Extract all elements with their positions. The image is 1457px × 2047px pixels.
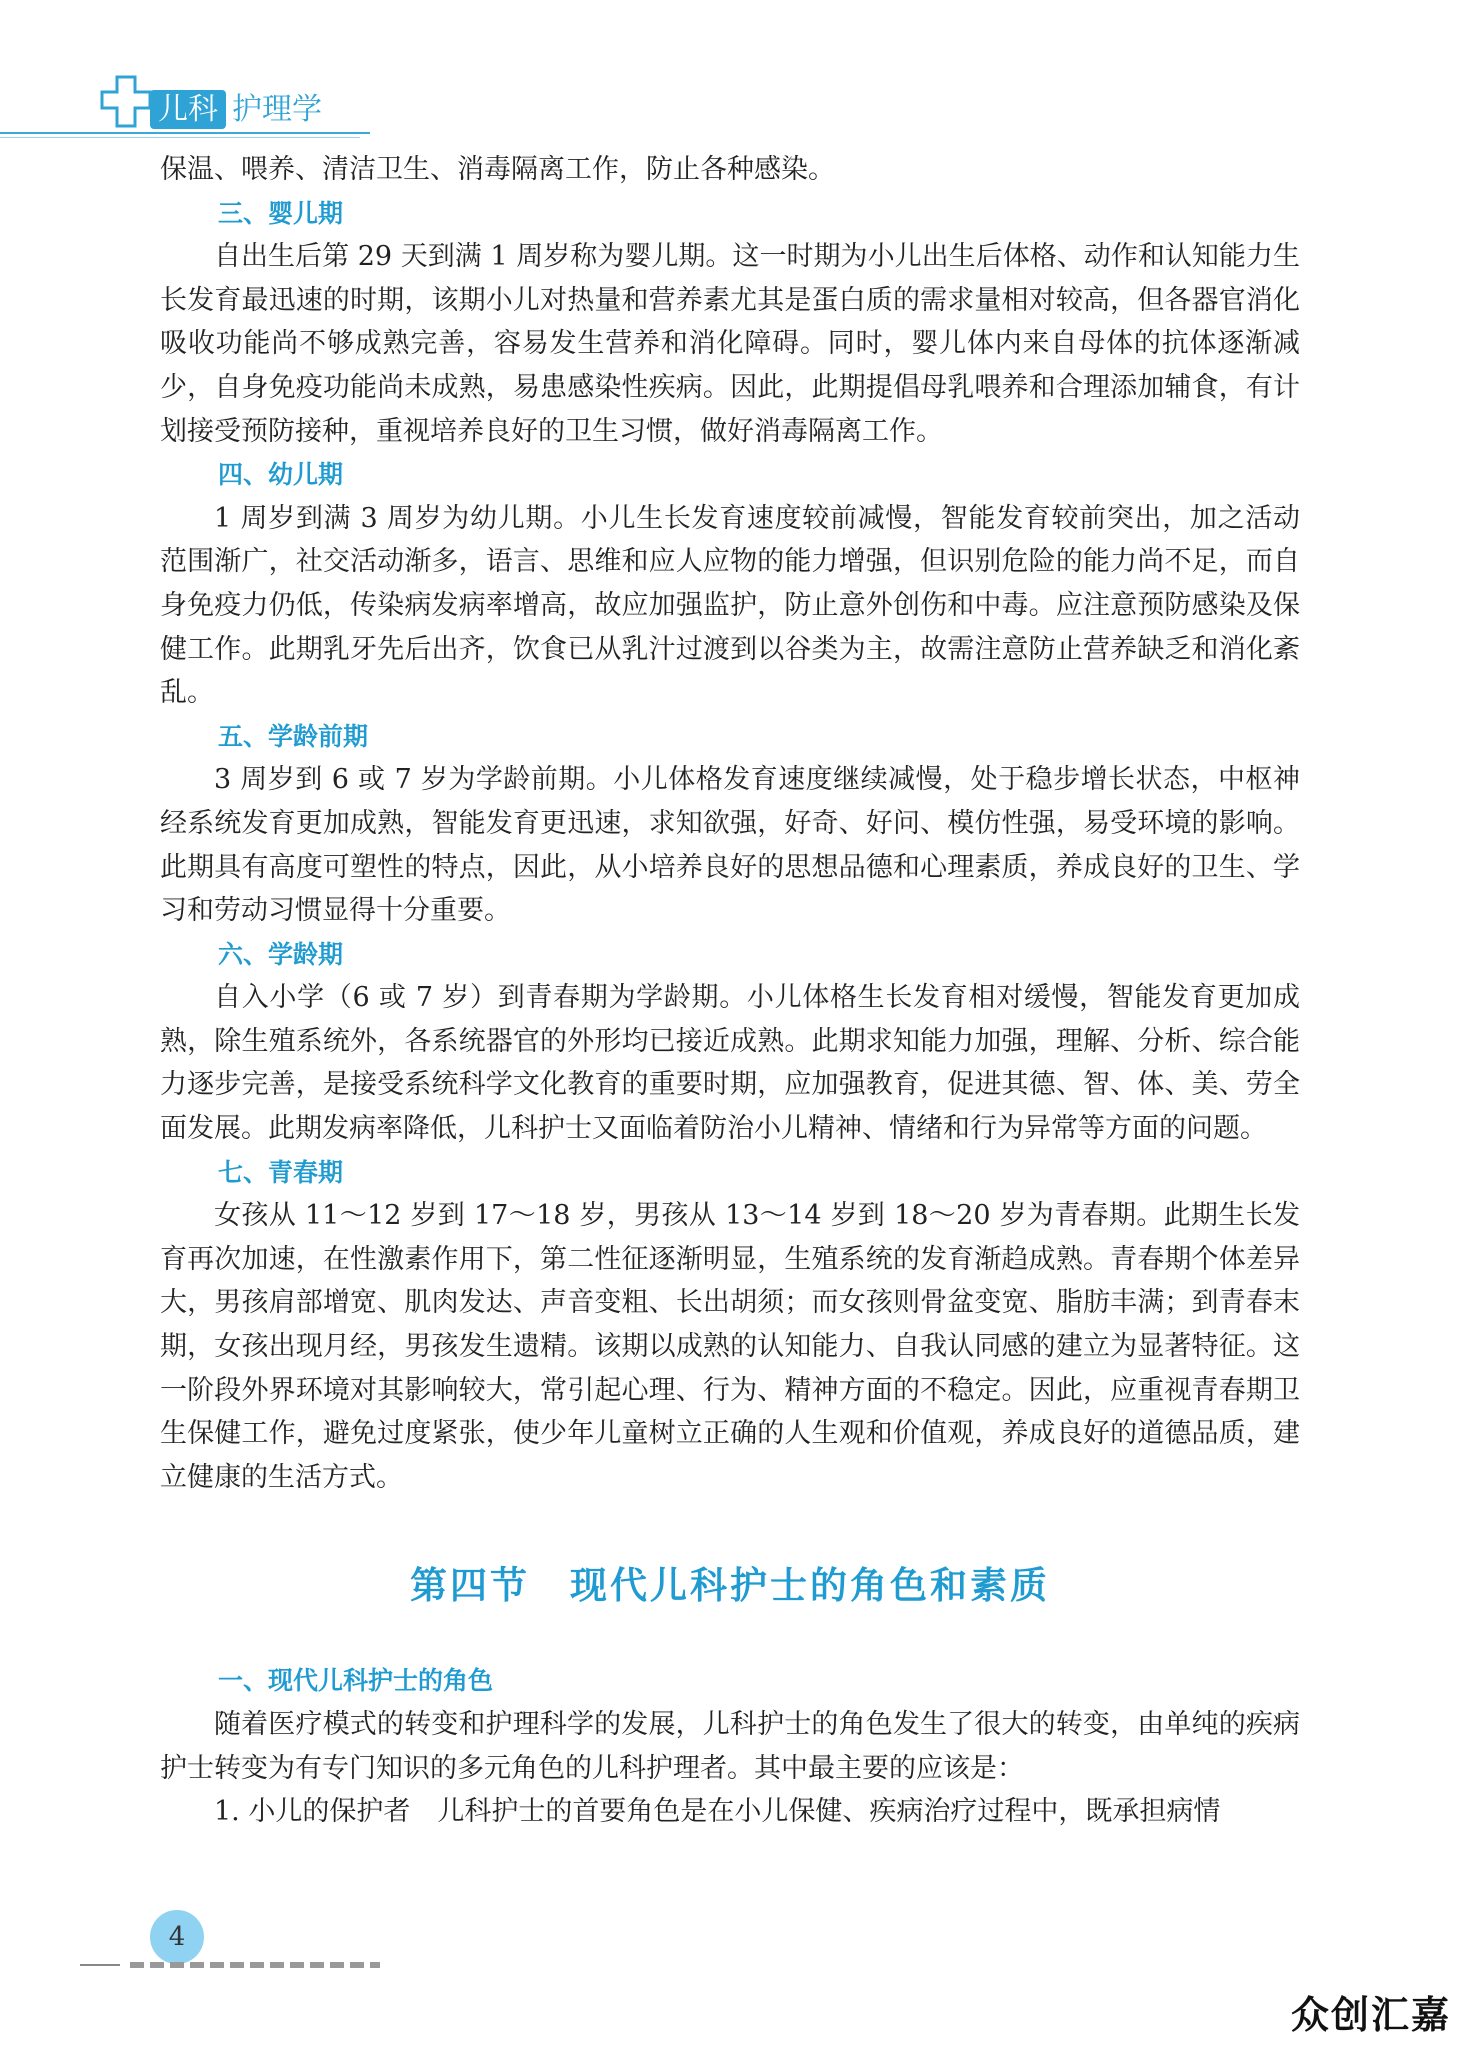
- header-divider-thin: [0, 137, 360, 138]
- section-heading-adolescence: 七、青春期: [218, 1157, 344, 1187]
- page-header: [0, 62, 1457, 142]
- paragraph: 1. 小儿的保护者 儿科护士的首要角色是在小儿保健、疾病治疗过程中，既承担病情: [214, 1796, 1221, 1828]
- intro-tail-text: 保温、喂养、清洁卫生、消毒隔离工作，防止各种感染。: [160, 154, 835, 185]
- watermark-text: 众创汇嘉: [1290, 1993, 1451, 2037]
- section-heading-preschool: 五、学龄前期: [218, 721, 369, 751]
- page-content: [160, 148, 1300, 1834]
- section-heading-infancy: 三、婴儿期: [218, 198, 344, 228]
- book-title-part1: 儿科: [150, 90, 226, 129]
- page-number: 4: [150, 1910, 204, 1964]
- paragraph: 1 周岁到满 3 周岁为幼儿期。小儿生长发育速度较前减慢，智能发育较前突出，加之活动范围渐广，社交活动渐多，语言、思维和应人应物的能力增强，但识别危险的能力尚不足，而自身免疫力仍低，传染病发病率增高，故应加强监护，防止意外创伤和中毒。应注意预防感染及保健工作。此期乳牙先后出齐，饮食已从乳汁过渡到以谷类为主，故需注意防止营养缺乏和消化紊乱。: [160, 502, 1300, 709]
- book-title: [150, 84, 322, 128]
- footer-dash-decoration: [80, 1960, 400, 1970]
- book-title-part2: 护理学: [232, 92, 322, 127]
- paragraph: 自出生后第 29 天到满 1 周岁称为婴儿期。这一时期为小儿出生后体格、动作和认知能力生长发育最迅速的时期，该期小儿对热量和营养素尤其是蛋白质的需求量相对较高，但各器官消化吸收功能尚不够成熟完善，容易发生营养和消化障碍。同时，婴儿体内来自母体的抗体逐渐减少，自身免疫功能尚未成熟，易患感染性疾病。因此，此期提倡母乳喂养和合理添加辅食，有计划接受预防接种，重视培养良好的卫生习惯，做好消毒隔离工作。: [160, 241, 1300, 447]
- paragraph: 自入小学（6 或 7 岁）到青春期为学龄期。小儿体格生长发育相对缓慢，智能发育更加成熟，除生殖系统外，各系统器官的外形均已接近成熟。此期求知能力加强，理解、分析、综合能力逐步完善，是接受系统科学文化教育的重要时期，应加强教育，促进其德、智、体、美、劳全面发展。此期发病率降低，儿科护士又面临着防治小儿精神、情绪和行为异常等方面的问题。: [160, 982, 1300, 1145]
- section-heading-school-age: 六、学龄期: [218, 939, 344, 969]
- header-divider: [0, 132, 370, 134]
- page-footer: [80, 1900, 400, 1980]
- paragraph: 3 周岁到 6 或 7 岁为学龄前期。小儿体格发育速度继续减慢，处于稳步增长状态，中枢神经系统发育更加成熟，智能发育更迅速，求知欲强，好奇、好问、模仿性强，易受环境的影响。此期具有高度可塑性的特点，因此，从小培养良好的思想品德和心理素质，养成良好的卫生、学习和劳动习惯显得十分重要。: [160, 764, 1300, 927]
- paragraph: 随着医疗模式的转变和护理科学的发展，儿科护士的角色发生了很大的转变，由单纯的疾病护士转变为有专门知识的多元角色的儿科护理者。其中最主要的应该是：: [160, 1709, 1300, 1784]
- section-heading-toddler: 四、幼儿期: [218, 460, 344, 490]
- section-title: 第四节 现代儿科护士的角色和素质: [410, 1564, 1050, 1608]
- sub-heading-nurse-role: 一、现代儿科护士的角色: [218, 1666, 494, 1696]
- paragraph: 女孩从 11～12 岁到 17～18 岁，男孩从 13～14 岁到 18～20 岁为青春期。此期生长发育再次加速，在性激素作用下，第二性征逐渐明显，生殖系统的发育渐趋成熟。青春期个体差异大，男孩肩部增宽、肌肉发达、声音变粗、长出胡须；而女孩则骨盆变宽、脂肪丰满；到青春末期，女孩出现月经，男孩发生遗精。该期以成熟的认知能力、自我认同感的建立为显著特征。这一阶段外界环境对其影响较大，常引起心理、行为、精神方面的不稳定。因此，应重视青春期卫生保健工作，避免过度紧张，使少年儿童树立正确的人生观和价值观，养成良好的道德品质，建立健康的生活方式。: [160, 1200, 1300, 1493]
